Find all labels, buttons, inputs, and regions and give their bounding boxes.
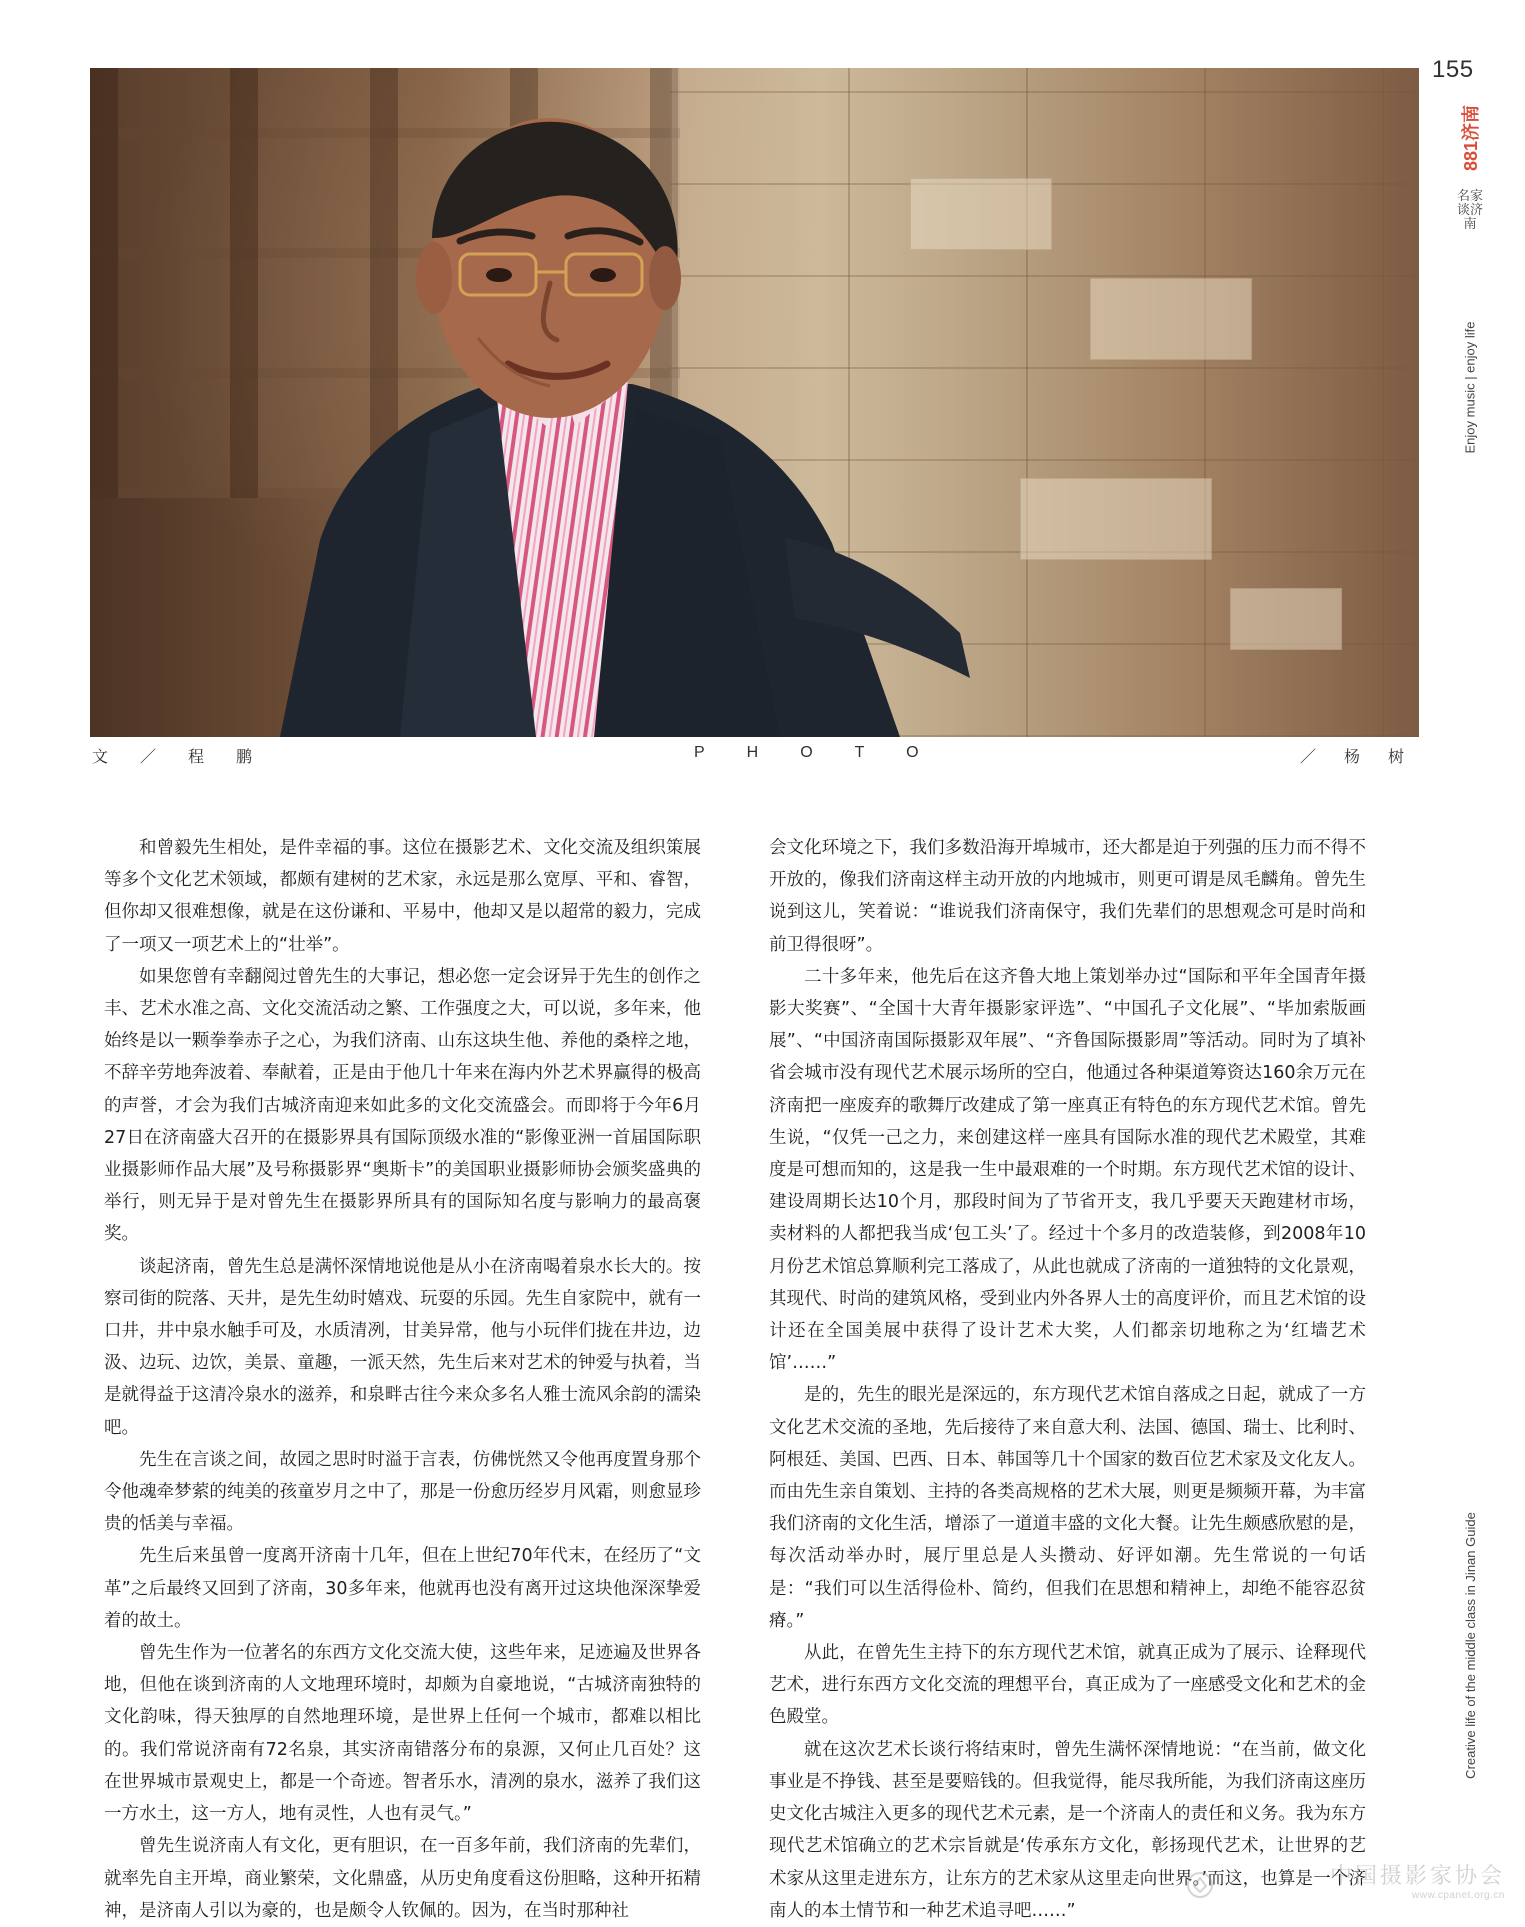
watermark-url: www.cpanet.org.cn: [1412, 1890, 1505, 1901]
portrait-photo-icon: [250, 88, 970, 737]
article-paragraph: 曾先生说济南人有文化，更有胆识，在一百多年前，我们济南的先辈们，就率先自主开埠，商业繁荣，文化鼎盛，从历史角度看这份胆略，这种开拓精神，是济南人引以为豪的，也是颇令人钦佩的。因为，在当时那种社: [104, 1836, 701, 1921]
photographer-credit: ／杨树: [1300, 747, 1433, 766]
article-paragraph: 就在这次艺术长谈行将结束时，曾先生满怀深情地说：“在当前，做文化事业是不挣钱、甚至是要赔钱的。但我觉得，能尽我所能，为我们济南这座历史文化古城注入更多的现代艺术元素，是一个济南人的责任和义务。我为东方现代艺术馆确立的艺术宗旨就是‘传承东方文化，彰扬现代艺术，让世界的艺术家从这里走进东方，让东方的艺术家从这里走向世界。’而这，也算是一个济南人的本土情节和一种艺术追寻吧……”: [769, 1739, 1366, 1921]
article-paragraph: 先生在言谈之间，故园之思时时溢于言表，仿佛恍然又令他再度置身那个令他魂牵梦萦的纯美的孩童岁月之中了，那是一份愈历经岁月风霜，则愈显珍贵的恬美与幸福。: [104, 1449, 701, 1535]
article-paragraph: 二十多年来，他先后在这齐鲁大地上策划举办过“国际和平年全国青年摄影大奖赛”、“全国十大青年摄影家评选”、“中国孔子文化展”、“毕加索版画展”、“中国济南国际摄影双年展”、“齐鲁国际摄影周”等活动。同时为了填补省会城市没有现代艺术展示场所的空白，他通过各种渠道筹资达160余万元在济南把一座废弃的歌舞厅改建成了第一座真正有特色的东方现代艺术馆。曾先生说，“仅凭一己之力，来创建这样一座具有国际水准的现代艺术殿堂，其难度是可想而知的，这是我一生中最艰难的一个时期。东方现代艺术馆的设计、建设周期长达10个月，那段时间为了节省开支，我几乎要天天跑建材市场，卖材料的人都把我当成‘包工头’了。经过十个多月的改造装修，到2008年10月份艺术馆总算顺利完工落成了，从此也就成了济南的一道独特的文化景观，其现代、时尚的建筑风格，受到业内外各界人士的高度评价，而且艺术馆的设计还在全国美展中获得了设计艺术大奖，人们都亲切地称之为‘红墙艺术馆’……”: [769, 966, 1366, 1374]
side-footer: Creative life of the middle class in Jinan Guide: [1462, 1511, 1478, 1779]
article-paragraph: 谈起济南，曾先生总是满怀深情地说他是从小在济南喝着泉水长大的。按察司街的院落、天井，是先生幼时嬉戏、玩耍的乐园。先生自家院中，就有一口井，井中泉水触手可及，水质清冽，甘美异常，他与小玩伴们拢在井边，边汲、边玩、边饮，美景、童趣，一派天然，先生后来对艺术的钟爱与执着，当是就得益于这清冷泉水的滋养，和泉畔古往今来众多名人雅士流风余韵的濡染吧。: [104, 1256, 701, 1438]
photo-credit-label: PHOTO: [694, 744, 961, 761]
article-right-column: [769, 832, 1366, 1927]
article-paragraph: 如果您曾有幸翻阅过曾先生的大事记，想必您一定会讶异于先生的创作之丰、艺术水准之高、文化交流活动之繁、工作强度之大，可以说，多年来，他始终是以一颗拳拳赤子之心，为我们济南、山东这块生他、养他的桑梓之地，不辞辛劳地奔波着、奉献着，正是由于他几十年来在海内外艺术界赢得的极高的声誉，才会为我们古城济南迎来如此多的文化交流盛会。而即将于今年6月27日在济南盛大召开的在摄影界具有国际顶级水准的“影像亚洲一首届国际职业摄影师作品大展”及号称摄影界“奥斯卡”的美国职业摄影师协会颁奖盛典的举行，则无异于是对曾先生在摄影界所具有的国际知名度与影响力的最高褒奖。: [104, 966, 701, 1245]
side-tagline-wrap: [1451, 312, 1489, 462]
watermark-main: 中国摄影家协会: [1329, 1864, 1505, 1889]
side-footer-wrap: [1451, 1400, 1489, 1890]
side-brand-text: 881济南: [1461, 104, 1482, 172]
photo-label-block: [1020, 478, 1212, 560]
author-credit: 文／程鹏: [92, 747, 285, 766]
feature-photo: [90, 68, 1419, 737]
photo-label-block: [1230, 588, 1342, 650]
article-paragraph: 会文化环境之下，我们多数沿海开埠城市，还大都是迫于列强的压力而不得不开放的，像我们济南这样主动开放的内地城市，则更可谓是凤毛麟角。曾先生说到这儿，笑着说：“谁说我们济南保守，我们先辈们的思想观念可是时尚和前卫得很呀”。: [769, 838, 1366, 955]
page-number: 155: [1432, 56, 1474, 83]
side-tagline: Enjoy music | enjoy life: [1462, 321, 1478, 453]
seal-icon: [1185, 1870, 1215, 1900]
side-brand: [1451, 103, 1489, 173]
article-paragraph: 是的，先生的眼光是深远的，东方现代艺术馆自落成之日起，就成了一方文化艺术交流的圣地，先后接待了来自意大利、法国、德国、瑞士、比利时、阿根廷、美国、巴西、日本、韩国等几十个国家的数百位艺术家及文化友人。而由先生亲自策划、主持的各类高规格的艺术大展，则更是频频开幕，为丰富我们济南的文化生活，增添了一道道丰盛的文化大餐。让先生颇感欣慰的是，每次活动举办时，展厅里总是人头攒动、好评如潮。先生常说的一句话是：“我们可以生活得俭朴、简约，但我们在思想和精神上，却绝不能容忍贫瘠。”: [769, 1385, 1366, 1631]
credit-line: [92, 744, 1433, 768]
side-section-title: 名家谈济南: [1456, 189, 1483, 232]
article-paragraph: 先生后来虽曾一度离开济南十几年，但在上世纪70年代末，在经历了“文革”之后最终又回到了济南，30多年来，他就再也没有离开过这块他深深挚爱着的故土。: [104, 1546, 701, 1631]
watermark: [1229, 1866, 1505, 1906]
photo-label-block: [1090, 278, 1252, 360]
article-paragraph: 和曾毅先生相处，是件幸福的事。这位在摄影艺术、文化交流及组织策展等多个文化艺术领域，都颇有建树的艺术家，永远是那么宽厚、平和、睿智，但你却又很难想像，就是在这份谦和、平易中，他却又是以超常的毅力，完成了一项又一项艺术上的“壮举”。: [104, 838, 701, 955]
article-left-column: [104, 832, 701, 1927]
article-paragraph: 曾先生作为一位著名的东西方文化交流大使，这些年来，足迹遍及世界各地，但他在谈到济南的人文地理环境时，却颇为自豪地说，“古城济南独特的文化韵味，得天独厚的自然地理环境，是世界上任何一个城市，都难以相比的。我们常说济南有72名泉，其实济南错落分布的泉源，又何止几百处？这在世界城市景观史上，都是一个奇迹。智者乐水，清冽的泉水，滋养了我们这一方水土，这一方人，地有灵性，人也有灵气。”: [104, 1643, 701, 1825]
article-paragraph: 从此，在曾先生主持下的东方现代艺术馆，就真正成为了展示、诠释现代艺术，进行东西方文化交流的理想平台，真正成为了一座感受文化和艺术的金色殿堂。: [769, 1643, 1366, 1728]
